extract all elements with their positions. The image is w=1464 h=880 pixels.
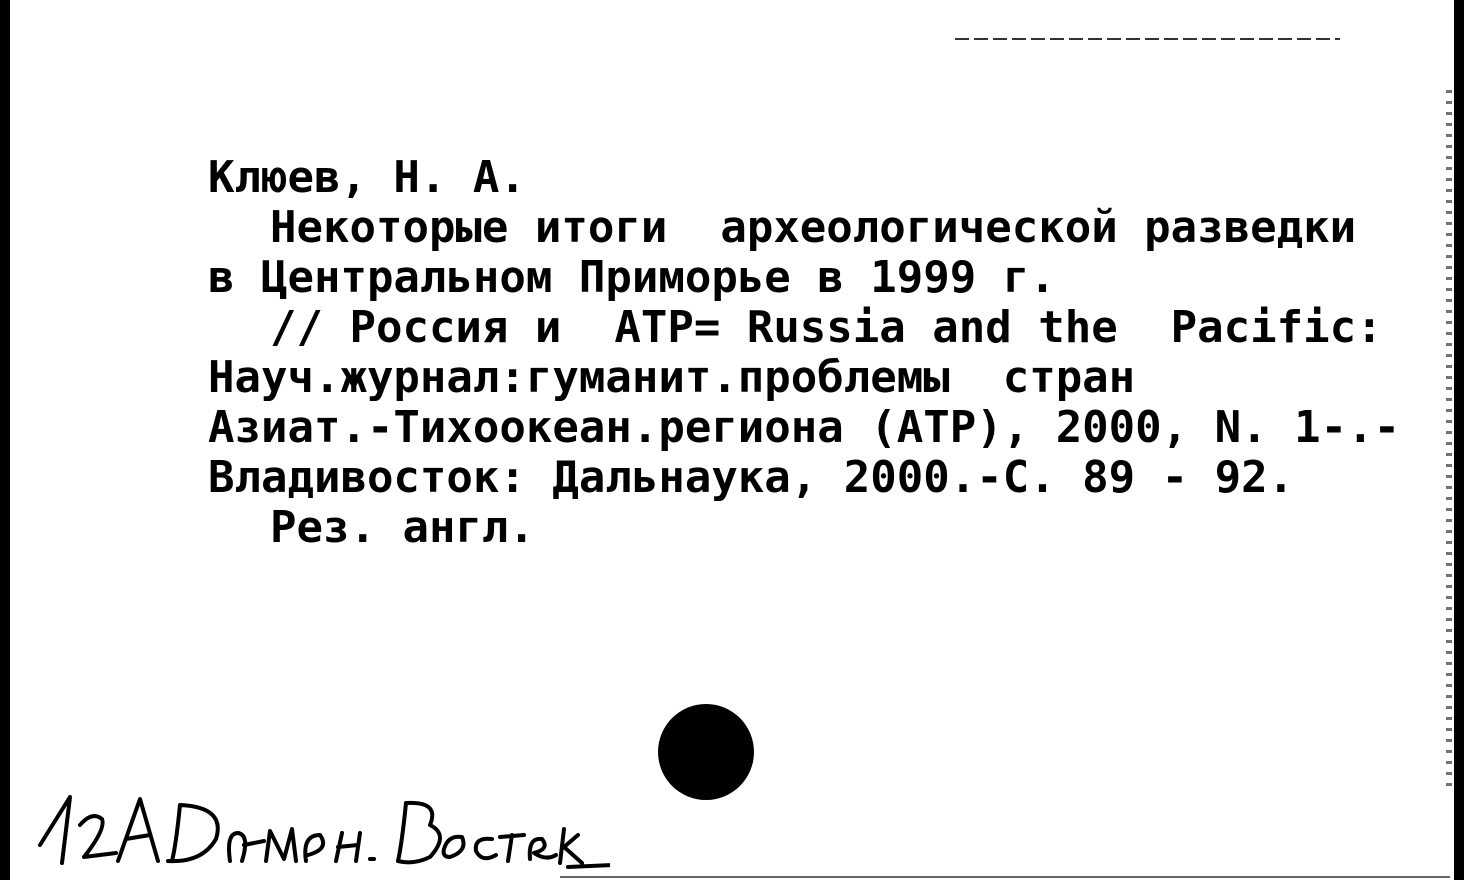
card-left-edge [0,0,10,880]
card-right-edge [1454,0,1464,880]
source-line-1: // Россия и АТР= Russia and the Pacific: [270,302,1383,353]
source-line-3: Азиат.-Тихоокеан.региона (АТР), 2000, N. 1-.- [208,402,1401,453]
bottom-rule [560,876,1450,878]
handwritten-shelf-mark [30,785,610,875]
punch-hole [658,704,754,800]
summary-note-line: Рез. англ. [270,502,535,553]
source-line-2: Науч.журнал:гуманит.проблемы стран [208,352,1136,403]
title-line-2: в Центральном Приморье в 1999 г. [208,252,1056,303]
title-line-1: Некоторые итоги археологической разведки [270,202,1357,253]
card-right-edge-marks [1446,90,1452,790]
author-line: Клюев, Н. А. [208,152,526,203]
top-dashed-rule [955,38,1340,40]
publisher-line: Владивосток: Дальнаука, 2000.-С. 89 - 92. [208,452,1295,503]
